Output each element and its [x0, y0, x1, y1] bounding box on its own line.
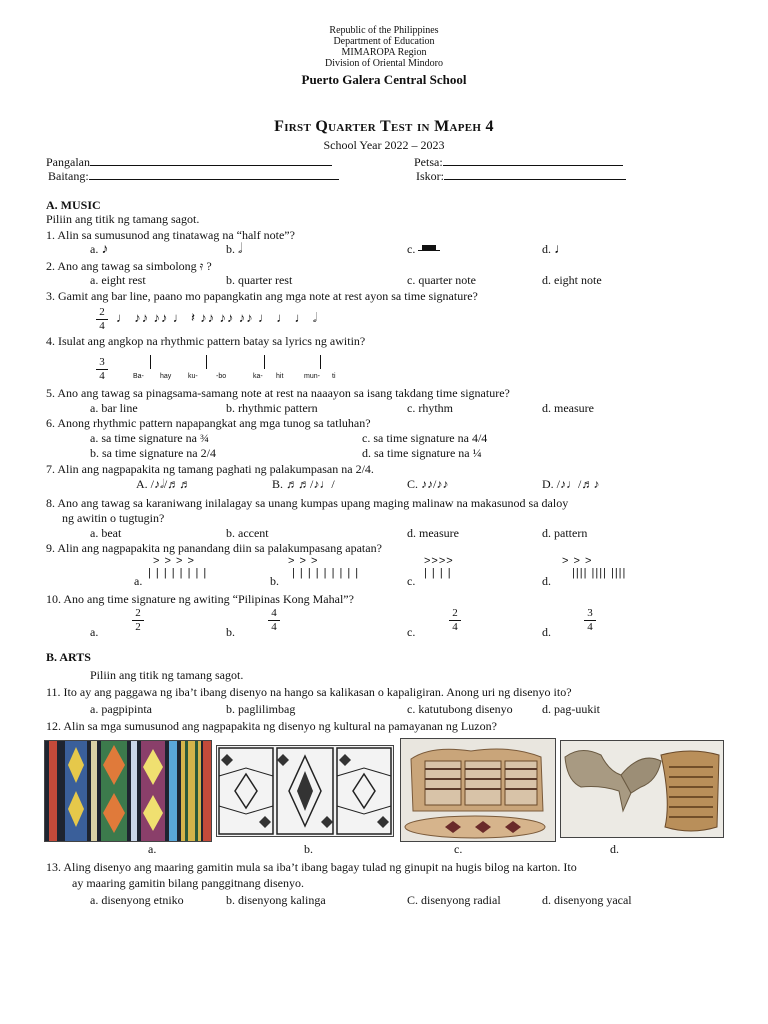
q7-option-c[interactable] — [407, 477, 448, 491]
test-title — [0, 118, 768, 136]
q9-text: 9. Alin ang nagpapakita ng panandang diin sa palakumpasang apatan? — [46, 541, 382, 555]
q6-text: 6. Anong rhythmic pattern napapangkat ang mga tunog sa tatluhan? — [46, 416, 371, 430]
q8-option-b[interactable]: b. accent — [226, 526, 269, 540]
q8-text-continued: ng awitin o tugtugin? — [62, 511, 165, 525]
q13-option-c[interactable]: C. disenyong radial — [407, 893, 501, 907]
q1-option-d[interactable] — [542, 242, 568, 257]
quarter-note-icon: ♩ — [554, 242, 568, 257]
beat-strokes-icon: | | | | — [424, 567, 452, 579]
q11-option-a[interactable]: a. pagpipinta — [90, 702, 152, 716]
q9-option-a[interactable]: a. — [134, 574, 143, 588]
q10-option-b[interactable]: b. — [226, 625, 235, 639]
bar-line — [206, 355, 207, 369]
score-field[interactable] — [416, 168, 626, 183]
q5-option-d[interactable]: d. measure — [542, 401, 594, 415]
q7-c-label: C. — [407, 477, 419, 491]
cardboard-cutout-design — [401, 739, 555, 841]
q7-option-b[interactable] — [272, 477, 335, 491]
q11-option-c[interactable]: c. katutubong disenyo — [407, 702, 513, 716]
accent-marks-icon: > > > > — [153, 555, 195, 567]
accent-marks-icon: > > > — [288, 555, 319, 567]
date-field[interactable] — [414, 154, 623, 169]
woven-textile-pattern — [45, 741, 211, 841]
score-label: Iskor: — [416, 169, 444, 183]
rhythm-pattern-icon: ♬♬/♪♩/ — [286, 477, 335, 491]
q1-text: 1. Alin sa sumusunod ang tinatawag na “half note”? — [46, 228, 295, 242]
eighth-note-icon: ♪ — [101, 242, 109, 257]
half-rest-icon — [418, 245, 442, 255]
accent-marks-icon: >>>> — [424, 555, 454, 567]
arts-instruction: Piliin ang titik ng tamang sagot. — [90, 668, 244, 682]
q9-option-d[interactable]: d. — [542, 574, 551, 588]
name-field[interactable] — [46, 154, 332, 169]
lyric-syllable: ti — [332, 373, 336, 380]
grade-line — [89, 168, 339, 180]
time-signature-3-4: 3 4 — [582, 607, 598, 634]
beat-strokes-icon: |||| |||| |||| — [572, 567, 627, 579]
lyric-syllable: mun- — [304, 373, 320, 380]
time-signature-2-2: 2 2 — [130, 607, 146, 634]
q8-text: 8. Ano ang tawag sa karaniwang inilalagay sa unang kumpas upang maging malinaw na makasunod sa daloy — [46, 496, 569, 510]
q1-b-label: b. — [226, 242, 235, 256]
name-line — [90, 154, 332, 166]
q12-text: 12. Alin sa mga sumusunod ang nagpapakita ng disenyo ng kultural na pamayanan ng Luzon? — [46, 719, 497, 733]
date-line — [443, 154, 623, 166]
music-heading: A. MUSIC — [46, 198, 101, 212]
q12-option-a[interactable]: a. — [148, 842, 157, 856]
q1-c-label: c. — [407, 242, 416, 256]
q13-option-d[interactable]: d. disenyong yacal — [542, 893, 632, 907]
grade-label: Baitang: — [48, 169, 89, 183]
q5-option-c[interactable]: c. rhythm — [407, 401, 453, 415]
q2-option-c[interactable]: c. quarter note — [407, 273, 476, 287]
q8-option-d[interactable]: d. pattern — [542, 526, 588, 540]
bar-line — [264, 355, 265, 369]
q4-text: 4. Isulat ang angkop na rhythmic pattern batay sa lyrics ng awitin? — [46, 334, 366, 348]
q13-text: 13. Aling disenyo ang maaring gamitin mula sa iba’t ibang bagay tulad ng ginupit na hugis bilog na karton. Ito — [46, 860, 577, 874]
q12-image-c-cardboard-design[interactable] — [400, 738, 556, 842]
time-signature-2-4: 2 4 — [447, 607, 463, 634]
name-label: Pangalan — [46, 155, 90, 169]
q12-image-a-woven-textile[interactable] — [44, 740, 212, 842]
lyric-syllable: Ba- — [133, 373, 144, 380]
q1-d-label: d. — [542, 242, 551, 256]
q8-option-c[interactable]: d. measure — [407, 526, 459, 540]
score-line — [444, 168, 626, 180]
q1-option-c[interactable] — [407, 242, 442, 256]
q7-option-d[interactable] — [542, 477, 599, 491]
header-republic: Republic of the Philippines — [329, 25, 439, 36]
q7-b-label: B. — [272, 477, 284, 491]
q10-option-a[interactable]: a. — [90, 625, 99, 639]
q5-option-b[interactable]: b. rhythmic pattern — [226, 401, 318, 415]
date-label: Petsa: — [414, 155, 443, 169]
time-signature-4-4: 4 4 — [266, 607, 282, 634]
q6-option-d[interactable]: d. sa time signature na ¼ — [362, 446, 482, 460]
q13-option-b[interactable]: b. disenyong kalinga — [226, 893, 326, 907]
music-instruction: Piliin ang titik ng tamang sagot. — [46, 212, 200, 226]
q2-option-a[interactable]: a. eight rest — [90, 273, 146, 287]
school-name: Puerto Galera Central School — [301, 72, 467, 87]
q2-option-d[interactable]: d. eight note — [542, 273, 602, 287]
q5-option-a[interactable]: a. bar line — [90, 401, 138, 415]
q6-option-b[interactable]: b. sa time signature na 2/4 — [90, 446, 216, 460]
q2-text: 2. Ano ang tawag sa simbolong 𝄿 ? — [46, 259, 212, 273]
q4-time-signature: 3 4 — [94, 356, 110, 383]
header-region: MIMAROPA Region — [341, 47, 427, 58]
header-department: Department of Education — [333, 36, 435, 47]
q12-image-d-painted-cutout[interactable] — [560, 740, 724, 838]
q12-option-d[interactable]: d. — [610, 842, 619, 856]
q12-option-b[interactable]: b. — [304, 842, 313, 856]
q5-text: 5. Ano ang tawag sa pinagsama-samang note at rest na naaayon sa isang takdang time signature? — [46, 386, 510, 400]
lyric-syllable: ku- — [188, 373, 198, 380]
q9-option-b[interactable]: b. — [270, 574, 279, 588]
q9-option-c[interactable]: c. — [407, 574, 416, 588]
q12-option-c[interactable]: c. — [454, 842, 463, 856]
arts-heading: B. ARTS — [46, 650, 91, 664]
q10-option-d[interactable]: d. — [542, 625, 551, 639]
q8-option-a[interactable]: a. beat — [90, 526, 122, 540]
rhythm-pattern-icon: ♪♪/♪♪ — [421, 477, 449, 491]
lyric-syllable: -bo — [216, 373, 227, 380]
lyric-syllable: hay — [160, 373, 172, 380]
q7-option-a[interactable] — [136, 477, 191, 491]
accent-marks-icon: > > > — [562, 555, 593, 567]
q11-option-b[interactable]: b. paglilimbag — [226, 702, 296, 716]
beat-strokes-icon: | | | | | | | | | — [292, 567, 360, 579]
painted-cutout-design — [561, 741, 723, 837]
half-note-icon: 𝅗𝅥 — [238, 242, 243, 257]
lyric-syllable: hit — [276, 373, 284, 380]
bar-line — [150, 355, 151, 369]
q6-option-c[interactable]: c. sa time signature na 4/4 — [362, 431, 488, 445]
grade-field[interactable] — [48, 168, 339, 183]
q6-option-a[interactable]: a. sa time signature na ¾ — [90, 431, 209, 445]
q7-a-label: A. — [136, 477, 148, 491]
q13-option-a[interactable]: a. disenyong etniko — [90, 893, 184, 907]
school-year: School Year 2022 – 2023 — [323, 138, 445, 152]
lyric-syllable: ka- — [253, 373, 263, 380]
q1-option-a[interactable] — [90, 242, 108, 257]
bar-line — [320, 355, 321, 369]
rhythm-pattern-icon: /♪♩/♬♪ — [556, 477, 600, 491]
q11-option-d[interactable]: d. pag-uukit — [542, 702, 600, 716]
q3-text: 3. Gamit ang bar line, paano mo papangkatin ang mga note at rest ayon sa time signature? — [46, 289, 478, 303]
q13-text-continued: ay maaring gamitin bilang panggitnang disenyo. — [72, 876, 304, 890]
q3-rhythm-pattern-icon: ♩ ♪♪ ♪♪ ♩ 𝄽 ♪♪ ♪♪ ♪♪ ♩ ♩ ♩ 𝅗𝅥 — [116, 310, 318, 325]
ethnic-line-design — [217, 746, 393, 836]
rhythm-pattern-icon: /♪𝅗𝅥/♬♬ — [150, 477, 192, 491]
q7-d-label: D. — [542, 477, 554, 491]
q3-time-signature: 2 4 — [94, 306, 110, 333]
beat-strokes-icon: | | | | | | | | — [148, 567, 208, 579]
test-title-text: First Quarter Test in Mapeh 4 — [274, 118, 494, 135]
q10-option-c[interactable]: c. — [407, 625, 416, 639]
q1-option-b[interactable] — [226, 242, 242, 257]
q10-text: 10. Ano ang time signature ng awiting “Pilipinas Kong Mahal”? — [46, 592, 354, 606]
q12-image-b-line-design[interactable] — [216, 745, 394, 837]
header-division: Division of Oriental Mindoro — [324, 58, 444, 69]
q2-option-b[interactable]: b. quarter rest — [226, 273, 293, 287]
q11-text: 11. Ito ay ang paggawa ng iba’t ibang disenyo na hango sa kalikasan o kapaligiran. Anong uri ng disenyo ito? — [46, 685, 572, 699]
q1-a-label: a. — [90, 242, 99, 256]
q7-text: 7. Alin ang nagpapakita ng tamang paghati ng palakumpasan na 2/4. — [46, 462, 374, 476]
